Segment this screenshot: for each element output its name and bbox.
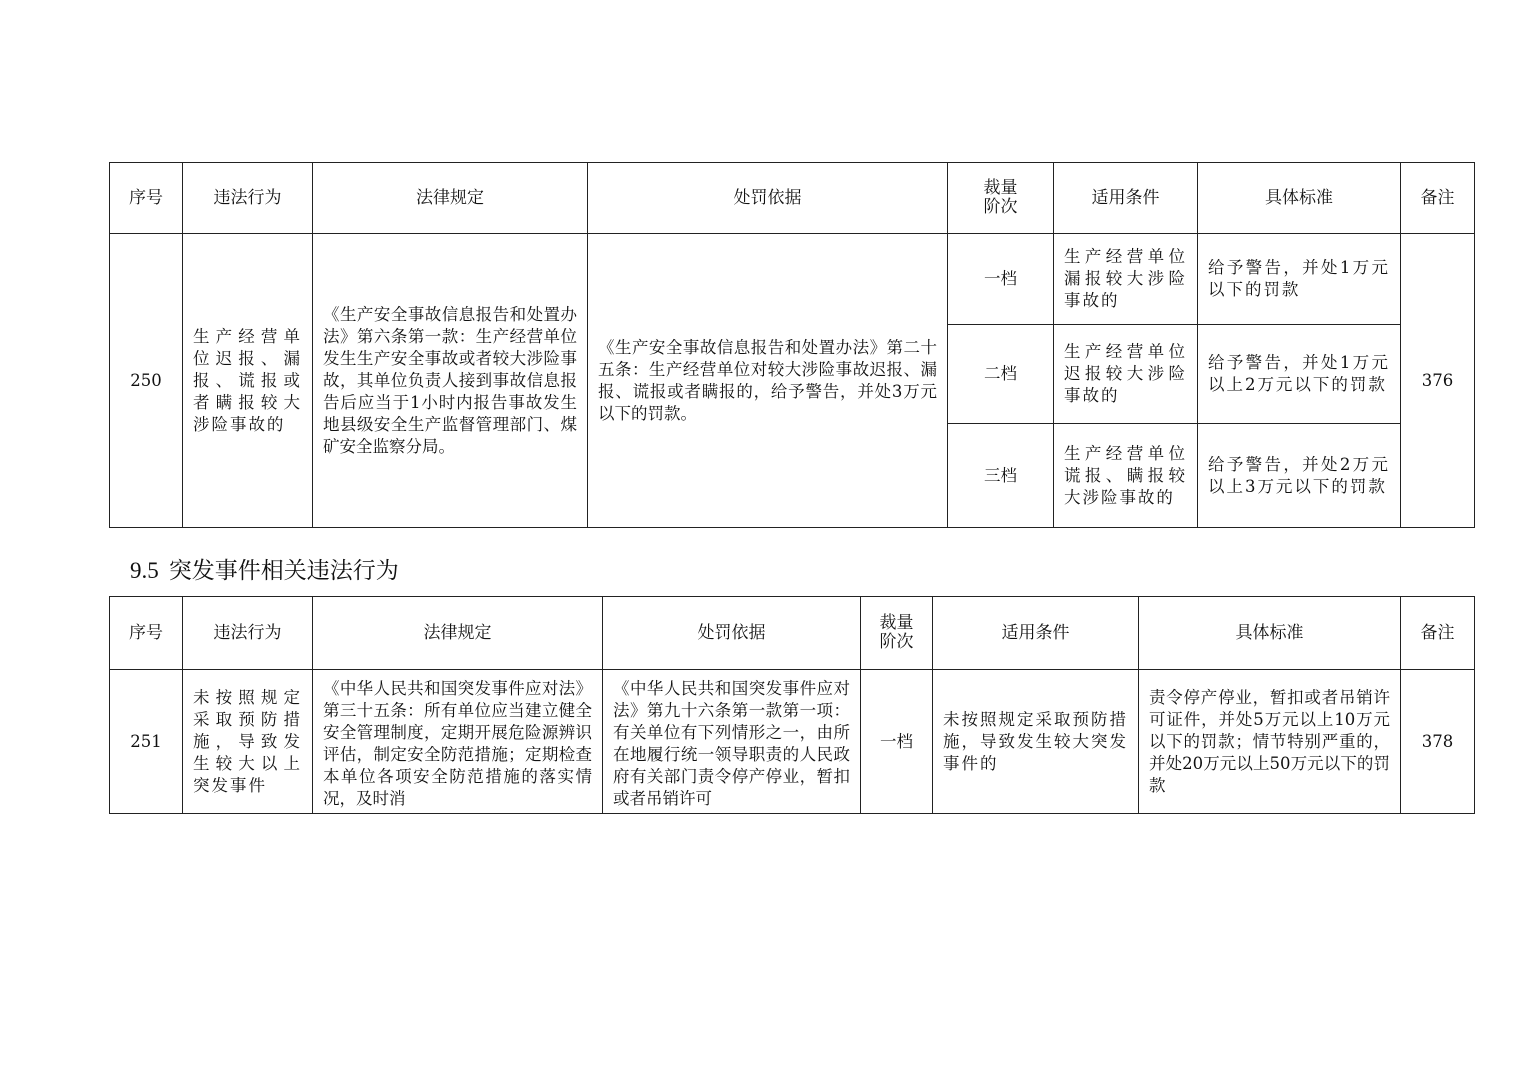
condition-cell: 未按照规定采取预防措施，导致发生较大突发事件的 [933, 670, 1139, 814]
section-title: 突发事件相关违法行为 [168, 558, 399, 584]
table-header-row [110, 163, 1475, 234]
section-number: 9.5 [130, 558, 159, 583]
header-remark: 备注 [1401, 163, 1475, 234]
standard-cell: 给予警告，并处1万元以下的罚款 [1198, 234, 1401, 325]
header-legal-provision: 法律规定 [313, 597, 603, 670]
table-header-row [110, 597, 1475, 670]
header-discretion-line1: 裁量 [879, 613, 914, 633]
header-discretion-level [861, 597, 933, 670]
condition-cell: 生产经营单位漏报较大涉险事故的 [1054, 234, 1198, 325]
level-cell: 一档 [861, 670, 933, 814]
header-standard: 具体标准 [1198, 163, 1401, 234]
header-condition: 适用条件 [1054, 163, 1198, 234]
table-row [110, 234, 1475, 325]
header-discretion-line1: 裁量 [983, 178, 1018, 198]
row-remark: 378 [1401, 670, 1475, 814]
header-discretion-line2: 阶次 [983, 197, 1018, 217]
standard-cell: 给予警告，并处1万元以上2万元以下的罚款 [1198, 325, 1401, 424]
row-remark: 376 [1401, 234, 1475, 528]
header-violation: 违法行为 [183, 163, 313, 234]
penalty-table-2 [109, 596, 1475, 814]
header-penalty-basis: 处罚依据 [603, 597, 861, 670]
section-heading [130, 557, 399, 585]
row-number: 250 [110, 234, 183, 528]
penalty-table-1 [109, 162, 1475, 528]
condition-cell: 生产经营单位谎报、瞒报较大涉险事故的 [1054, 424, 1198, 528]
header-number: 序号 [110, 597, 183, 670]
level-cell: 三档 [948, 424, 1054, 528]
header-condition: 适用条件 [933, 597, 1139, 670]
header-number: 序号 [110, 163, 183, 234]
row-penalty-basis: 《中华人民共和国突发事件应对法》第九十六条第一款第一项：有关单位有下列情形之一，由所在地履行统一领导职责的人民政府有关部门责令停产停业，暂扣或者吊销许可 [613, 679, 850, 808]
header-violation: 违法行为 [183, 597, 313, 670]
table-row [110, 670, 1475, 814]
row-legal-provision: 《生产安全事故信息报告和处置办法》第六条第一款：生产经营单位发生生产安全事故或者较大涉险事故，其单位负责人接到事故信息报告后应当于1小时内报告事故发生地县级安全生产监督管理部门、煤矿安全监察分局。 [313, 234, 588, 528]
row-penalty-basis-cell [603, 670, 861, 814]
row-violation: 生产经营单位迟报、漏报、谎报或者瞒报较大涉险事故的 [183, 234, 313, 528]
row-penalty-basis: 《生产安全事故信息报告和处置办法》第二十五条：生产经营单位对较大涉险事故迟报、漏报、谎报或者瞒报的，给予警告，并处3万元以下的罚款。 [588, 234, 948, 528]
row-number: 251 [110, 670, 183, 814]
standard-cell: 给予警告，并处2万元以上3万元以下的罚款 [1198, 424, 1401, 528]
level-cell: 一档 [948, 234, 1054, 325]
header-legal-provision: 法律规定 [313, 163, 588, 234]
header-remark: 备注 [1401, 597, 1475, 670]
header-discretion-level [948, 163, 1054, 234]
condition-cell: 生产经营单位迟报较大涉险事故的 [1054, 325, 1198, 424]
row-legal-provision-cell [313, 670, 603, 814]
row-violation: 未按照规定采取预防措施，导致发生较大以上突发事件 [183, 670, 313, 814]
header-standard: 具体标准 [1139, 597, 1401, 670]
header-discretion-line2: 阶次 [879, 632, 914, 652]
level-cell: 二档 [948, 325, 1054, 424]
header-penalty-basis: 处罚依据 [588, 163, 948, 234]
standard-cell: 责令停产停业，暂扣或者吊销许可证件，并处5万元以上10万元以下的罚款；情节特别严重的，并处20万元以上50万元以下的罚款 [1139, 670, 1401, 814]
row-legal-provision: 《中华人民共和国突发事件应对法》第三十五条：所有单位应当建立健全安全管理制度，定期开展危险源辨识评估，制定安全防范措施；定期检查本单位各项安全防范措施的落实情况，及时消 [323, 679, 592, 808]
